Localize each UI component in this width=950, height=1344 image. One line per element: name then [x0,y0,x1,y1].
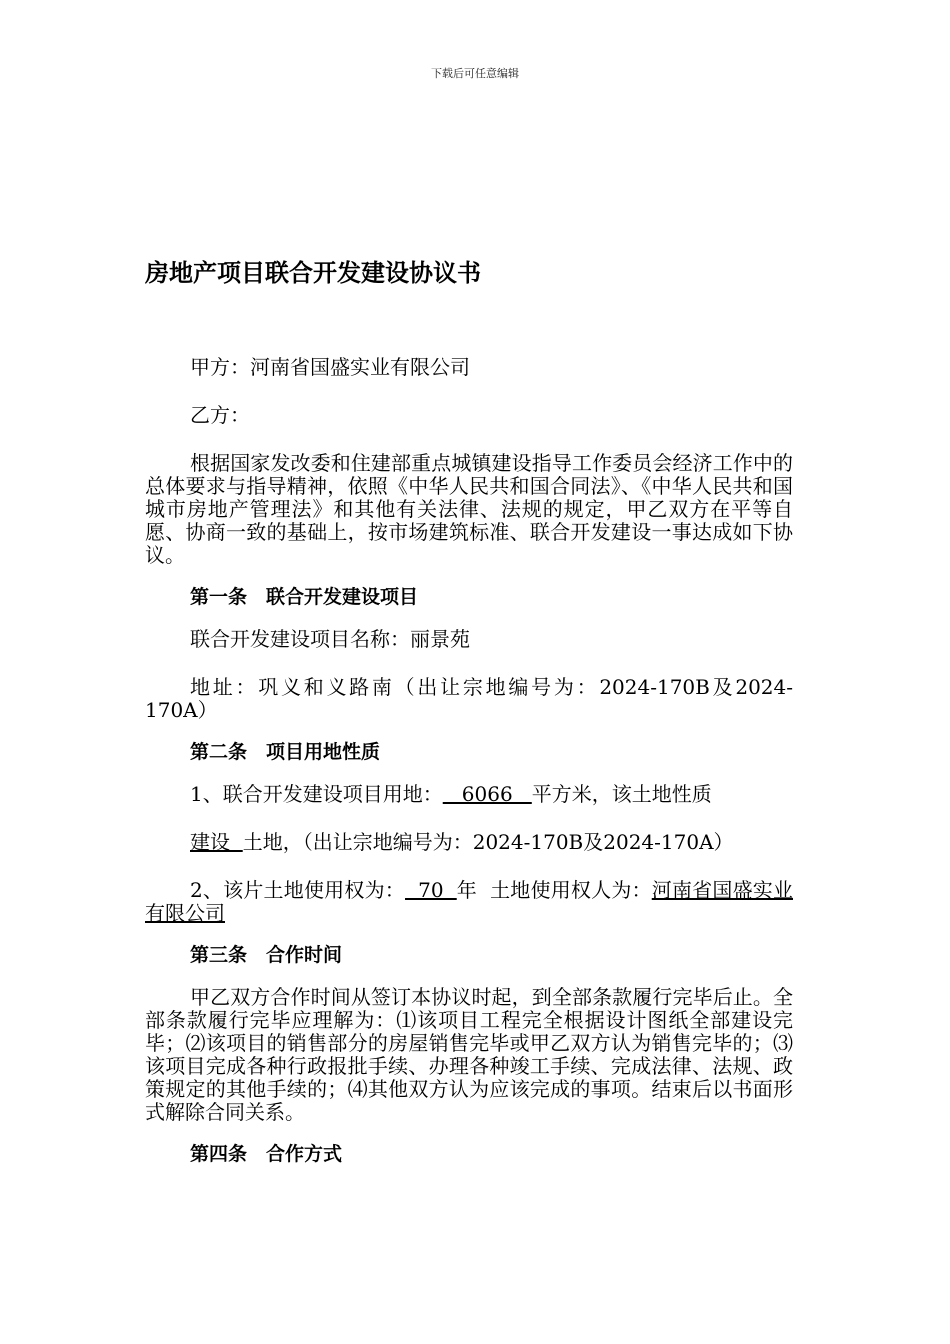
article-3-heading: 第三条 合作时间 [190,944,343,966]
land-area-line [145,783,793,806]
land-use-right-line [145,879,793,925]
land-nature-rest: 土地，（出让宗地编号为：2024-170B及2024-170A） [242,830,734,854]
land-use-prefix: 2、该片土地使用权为： [190,878,406,902]
article-1-heading: 第一条 联合开发建设项目 [190,586,419,608]
party-a-line: 甲方：河南省国盛实业有限公司 [190,355,470,379]
land-nature-line [145,831,793,854]
document-title: 房地产项目联合开发建设协议书 [145,259,481,287]
land-use-years: 70 [405,878,457,902]
land-nature-value: 建设 [190,830,243,854]
cooperation-time-paragraph: 甲乙双方合作时间从签订本协议时起，到全部条款履行完毕后止。全部条款履行完毕应理解为：⑴该项目工程完全根据设计图纸全部建设完毕；⑵该项目的销售部分的房屋销售完毕或甲乙双方认为销售完毕的；⑶该项目完成各种行政报批手续、办理各种竣工手续、完成法律、法规、政策规定的其他手续的；⑷其他双方认为应该完成的事项。结束后以书面形式解除合同关系。 [145,985,793,1124]
land-area-prefix: 1、联合开发建设项目用地： [190,782,443,806]
article-2-heading: 第二条 项目用地性质 [190,741,381,763]
document-body [145,356,793,1185]
page-header-note: 下载后可任意编辑 [431,67,519,80]
land-area-value: 6066 [442,782,532,806]
article-4-heading: 第四条 合作方式 [190,1143,343,1165]
party-b-line: 乙方： [190,403,250,427]
land-area-suffix: 平方米，该土地性质 [531,782,712,806]
preamble-paragraph: 根据国家发改委和住建部重点城镇建设指导工作委员会经济工作中的总体要求与指导精神，依照《中华人民共和国合同法》、《中华人民共和国城市房地产管理法》和其他有关法律、法规的规定，甲乙双方在平等自愿、协商一致的基础上，按市场建筑标准、联合开发建设一事达成如下协议。 [145,451,793,567]
land-use-mid: 年 土地使用权人为： [456,878,652,902]
project-name-line: 联合开发建设项目名称：丽景苑 [190,627,470,651]
project-address-line: 地址：巩义和义路南（出让宗地编号为：2024-170B及2024-170A） [145,675,793,722]
land-use-owner: 河南省国盛实业有限公司 [145,878,793,925]
